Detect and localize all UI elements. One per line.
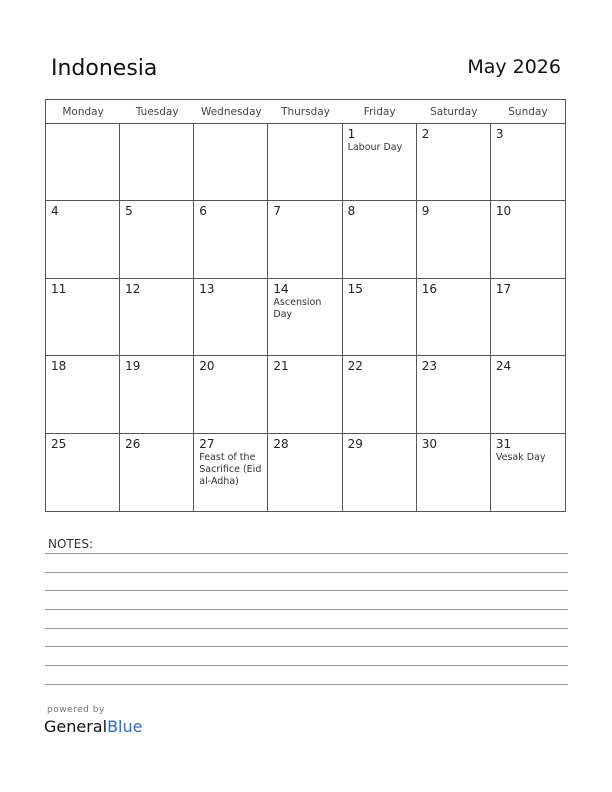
- day-number: 19: [125, 359, 141, 374]
- day-cell: [491, 201, 565, 278]
- day-cell: [268, 356, 342, 433]
- generalblue-logo: [44, 717, 142, 736]
- day-number: 1: [347, 127, 356, 141]
- day-number: 18: [51, 359, 67, 374]
- brand-blue: Blue: [107, 717, 143, 736]
- day-number: 27: [199, 436, 215, 451]
- day-cell: [194, 434, 268, 511]
- note-line: [45, 572, 568, 573]
- month-title: May 2026: [467, 56, 561, 78]
- day-cell: [417, 356, 491, 433]
- day-cell: [46, 279, 120, 356]
- holiday-label: Ascension Day: [273, 296, 322, 320]
- powered-by: powered by: [47, 705, 105, 715]
- day-number: 24: [495, 359, 512, 374]
- day-cell: [268, 434, 342, 511]
- note-line: [45, 665, 568, 666]
- country-title: Indonesia: [51, 56, 158, 81]
- day-number: 20: [199, 359, 215, 374]
- day-cell: [343, 279, 417, 356]
- day-number: 8: [347, 204, 356, 219]
- day-cell: [417, 279, 491, 356]
- day-cell: [46, 124, 120, 201]
- day-number: 15: [347, 281, 363, 296]
- day-number: 29: [347, 436, 363, 451]
- notes-label: NOTES:: [48, 537, 93, 551]
- day-cell: [194, 124, 268, 201]
- day-cell: [46, 201, 120, 278]
- weekday-thursday: Thursday: [268, 100, 342, 124]
- day-number: 9: [421, 204, 430, 219]
- day-number: 11: [51, 281, 67, 296]
- day-number: 4: [51, 204, 59, 219]
- weekday-tuesday: Tuesday: [120, 100, 194, 124]
- day-number: 30: [421, 436, 437, 451]
- day-number: 14: [273, 281, 289, 296]
- day-number: 7: [273, 204, 282, 219]
- day-cell: [491, 434, 565, 511]
- day-cell: [120, 434, 194, 511]
- weekday-friday: Friday: [343, 100, 417, 124]
- day-number: 5: [125, 204, 133, 219]
- note-line: [45, 684, 568, 685]
- day-cell: [343, 201, 417, 278]
- day-cell: [343, 434, 417, 511]
- weekday-saturday: Saturday: [417, 100, 491, 124]
- day-cell: [194, 356, 268, 433]
- day-cell: [491, 279, 565, 356]
- note-line: [45, 628, 568, 629]
- note-line: [45, 590, 568, 591]
- day-cell: [491, 356, 565, 433]
- day-cell: [417, 124, 491, 201]
- day-cell: [194, 279, 268, 356]
- day-number: 22: [347, 359, 363, 374]
- day-cell: [343, 356, 417, 433]
- note-line: [45, 646, 568, 647]
- day-number: 6: [199, 204, 207, 219]
- holiday-label: Feast of the Sacrifice (Eid al-Adha): [199, 451, 262, 487]
- calendar-grid: [45, 99, 566, 512]
- day-number: 17: [495, 281, 512, 296]
- day-number: 25: [51, 436, 67, 451]
- note-line: [45, 609, 568, 610]
- day-number: 21: [273, 359, 289, 374]
- weekday-sunday: Sunday: [491, 100, 565, 124]
- weekday-monday: Monday: [46, 100, 120, 124]
- day-cell: [417, 434, 491, 511]
- day-cell: [46, 356, 120, 433]
- day-number: 28: [273, 436, 289, 451]
- day-number: 31: [495, 436, 512, 451]
- day-cell: [194, 201, 268, 278]
- day-number: 26: [125, 436, 141, 451]
- day-number: 23: [421, 359, 437, 374]
- day-cell: [120, 356, 194, 433]
- day-cell: [120, 124, 194, 201]
- holiday-label: Vesak Day: [495, 451, 546, 463]
- day-number: 3: [495, 127, 504, 141]
- day-number: 10: [495, 204, 512, 219]
- day-cell: [268, 124, 342, 201]
- day-cell: [343, 124, 417, 201]
- note-line: [45, 553, 568, 554]
- day-cell: [268, 201, 342, 278]
- day-cell: [120, 201, 194, 278]
- day-number: 2: [421, 127, 430, 141]
- holiday-label: Labour Day: [347, 142, 403, 153]
- day-cell: [491, 124, 565, 201]
- brand-general: General: [44, 717, 108, 736]
- day-number: 12: [125, 281, 141, 296]
- day-cell: [417, 201, 491, 278]
- day-cell: [46, 434, 120, 511]
- day-cell: [268, 279, 342, 356]
- day-number: 16: [421, 281, 437, 296]
- day-number: 13: [199, 281, 215, 296]
- weekday-wednesday: Wednesday: [194, 100, 268, 124]
- day-cell: [120, 279, 194, 356]
